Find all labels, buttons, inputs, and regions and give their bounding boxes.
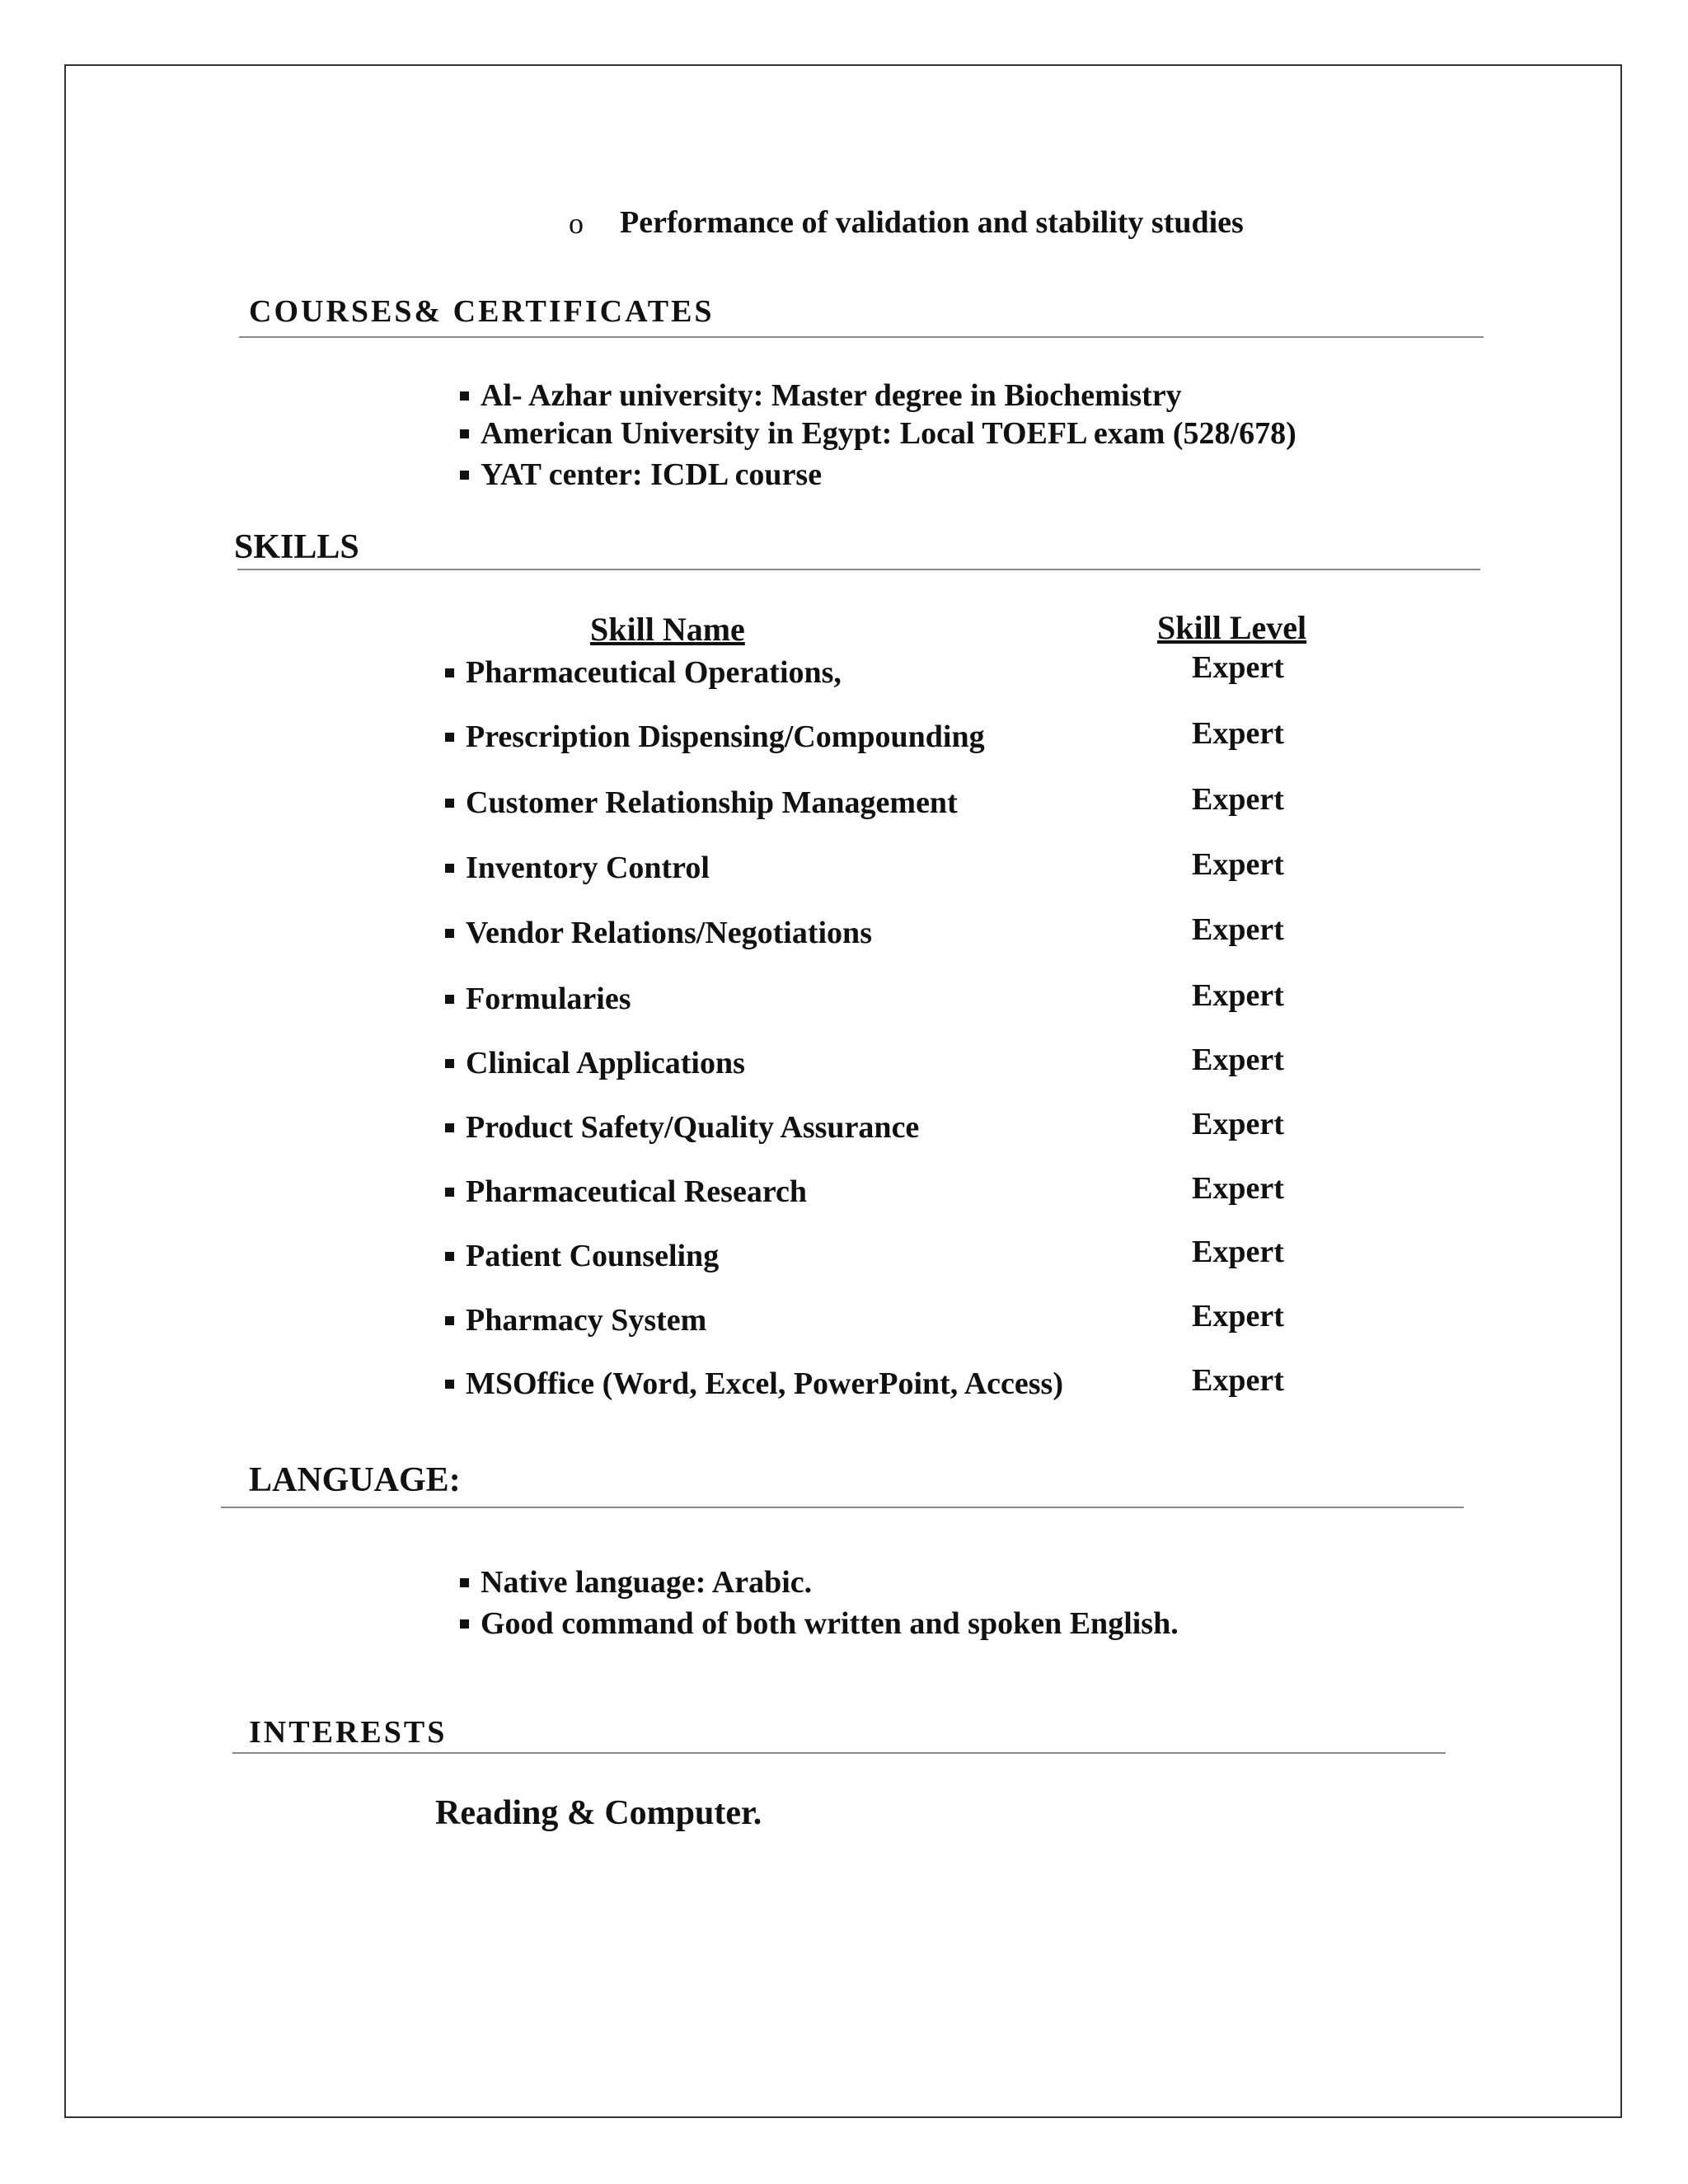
skill-row-name [445, 915, 872, 951]
course-item-text: American University in Egypt: Local TOEFL exam (528/678) [481, 416, 1296, 451]
skill-row-name [445, 1238, 719, 1274]
skill-name: Pharmacy System [466, 1303, 707, 1338]
skill-name-column-header: Skill Name [590, 611, 745, 648]
interests-divider [232, 1752, 1446, 1754]
skill-name: Inventory Control [466, 851, 710, 885]
skill-name: Pharmaceutical Research [466, 1174, 808, 1209]
skill-row-name [445, 785, 958, 821]
language-heading: LANGUAGE: [249, 1461, 461, 1499]
skill-row-name [445, 1366, 1063, 1402]
course-item-text: YAT center: ICDL course [481, 457, 823, 492]
square-bullet-icon [460, 429, 469, 438]
language-item-text: Native language: Arabic. [481, 1565, 813, 1600]
experience-tail-item: Performance of validation and stability studies [620, 205, 1244, 240]
square-bullet-icon [445, 733, 454, 742]
skill-level-column-header: Skill Level [1157, 609, 1307, 646]
course-item [460, 377, 1182, 414]
skill-name: Formularies [466, 982, 631, 1016]
skill-name: Vendor Relations/Negotiations [466, 916, 872, 950]
square-bullet-icon [445, 864, 454, 873]
square-bullet-icon [445, 1316, 454, 1325]
language-divider [221, 1507, 1464, 1508]
skill-level: Expert [1192, 1043, 1284, 1077]
skill-level: Expert [1192, 1171, 1284, 1206]
skill-row-name [445, 1109, 919, 1146]
skill-row-name [445, 850, 710, 886]
skill-name: Pharmaceutical Operations, [466, 655, 842, 690]
square-bullet-icon [445, 799, 454, 808]
language-item-text: Good command of both written and spoken English. [481, 1606, 1179, 1641]
language-item [460, 1605, 1179, 1642]
square-bullet-icon [460, 1578, 469, 1587]
square-bullet-icon [445, 1188, 454, 1197]
square-bullet-icon [460, 471, 469, 480]
language-item [460, 1564, 812, 1601]
course-item [460, 415, 1296, 452]
skill-level: Expert [1192, 650, 1284, 685]
circle-bullet: o [569, 207, 584, 240]
square-bullet-icon [445, 1380, 454, 1389]
skills-heading: SKILLS [234, 528, 359, 566]
skill-row-name [445, 1045, 745, 1081]
courses-divider [239, 336, 1484, 338]
square-bullet-icon [445, 1252, 454, 1261]
skill-level: Expert [1192, 978, 1284, 1013]
square-bullet-icon [445, 929, 454, 938]
interests-heading: INTERESTS [249, 1715, 448, 1750]
skill-row-name [445, 981, 631, 1017]
page-border [64, 64, 1622, 2118]
skill-name: Product Safety/Quality Assurance [466, 1110, 920, 1145]
skill-name: Prescription Dispensing/Compounding [466, 719, 985, 754]
skill-level: Expert [1192, 716, 1284, 751]
course-item [460, 457, 822, 493]
courses-heading: COURSES& CERTIFICATES [249, 294, 715, 329]
skill-level: Expert [1192, 912, 1284, 947]
skill-row-name [445, 654, 842, 691]
interests-text: Reading & Computer. [435, 1794, 762, 1832]
skill-level: Expert [1192, 1299, 1284, 1333]
skill-name: Clinical Applications [466, 1046, 745, 1080]
square-bullet-icon [445, 668, 454, 677]
skill-name: Customer Relationship Management [466, 785, 958, 820]
skill-row-name [445, 1302, 706, 1338]
square-bullet-icon [460, 1619, 469, 1629]
skill-level: Expert [1192, 1107, 1284, 1141]
course-item-text: Al- Azhar university: Master degree in Biochemistry [481, 378, 1182, 413]
square-bullet-icon [445, 1059, 454, 1068]
square-bullet-icon [460, 391, 469, 401]
skill-level: Expert [1192, 1363, 1284, 1398]
skill-name: MSOffice (Word, Excel, PowerPoint, Access) [466, 1366, 1063, 1401]
skill-row-name [445, 1174, 807, 1210]
skill-name: Patient Counseling [466, 1239, 720, 1273]
skill-level: Expert [1192, 1235, 1284, 1269]
square-bullet-icon [445, 1123, 454, 1132]
skill-level: Expert [1192, 847, 1284, 882]
skill-row-name [445, 719, 985, 755]
skill-level: Expert [1192, 782, 1284, 817]
skills-divider [237, 569, 1480, 570]
square-bullet-icon [445, 995, 454, 1004]
